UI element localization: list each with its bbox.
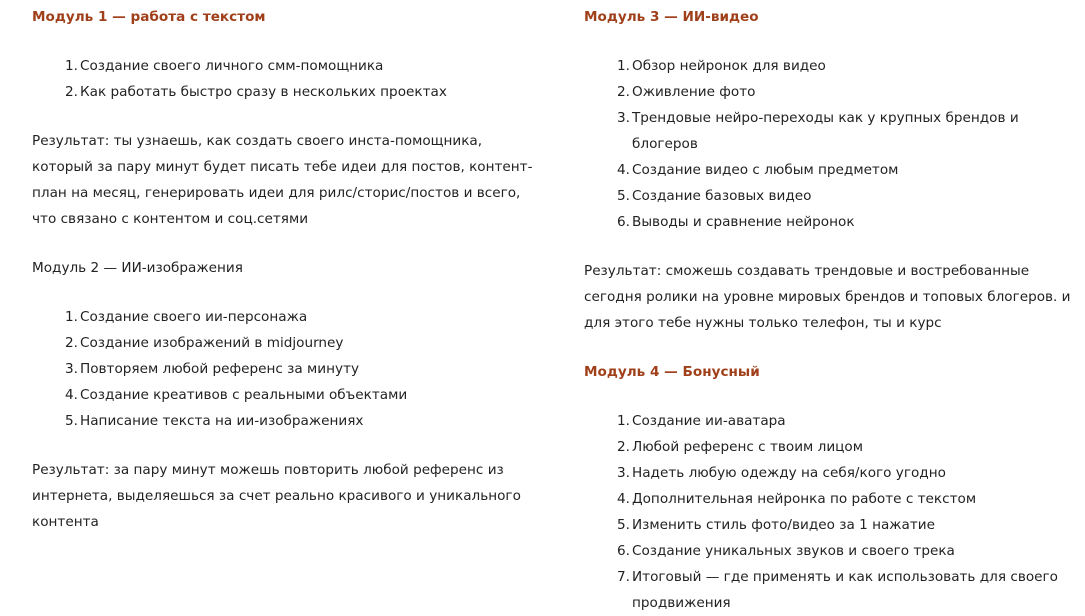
list-item: 4. Дополнительная нейронка по работе с текстом (617, 491, 977, 507)
list-item: 2. Создание изображений в midjourney (65, 335, 344, 351)
list-item: 2. Как работать быстро сразу в нескольких проектах (65, 84, 447, 100)
list-item: 5. Написание текста на ии-изображениях (65, 413, 364, 429)
list-item: 3. Трендовые нейро-переходы как у крупных брендов и блогеров (617, 110, 1019, 152)
list-item: 2. Оживление фото (617, 84, 756, 100)
list-item: 5. Изменить стиль фото/видео за 1 нажатие (617, 517, 935, 533)
list-item: 6. Создание уникальных звуков и своего трека (617, 543, 955, 559)
module-2-result: Результат: за пару минут можешь повторить любой референс из интернета, выделяешься за счет реально красивого и уникального контента (32, 462, 521, 530)
module-2-list (32, 304, 542, 434)
list-item: 3. Повторяем любой референс за минуту (65, 361, 360, 377)
right-column (584, 4, 1079, 616)
module-3-result: Результат: сможешь создавать трендовые и востребованные сегодня ролики на уровне мировых брендов и топовых блогеров. и для этого тебе нужны только телефон, ты и курс (584, 263, 1071, 331)
list-item: 1. Создание ии-аватара (617, 413, 786, 429)
module-2-title: Модуль 2 — ИИ-изображения (32, 260, 243, 276)
module-4-title: Модуль 4 — Бонусный (584, 364, 760, 380)
module-1-list (32, 53, 542, 105)
list-item: 2. Любой референс с твоим лицом (617, 439, 863, 455)
list-item: 5. Создание базовых видео (617, 188, 812, 204)
list-item: 4. Создание креативов с реальными объектами (65, 387, 408, 403)
list-item: 3. Надеть любую одежду на себя/кого угодно (617, 465, 946, 481)
list-item: 7. Итоговый — где применять и как использовать для своего продвижения (617, 569, 1058, 611)
module-3-list (584, 53, 1079, 235)
list-item: 1. Создание своего личного смм-помощника (65, 58, 384, 74)
list-item: 4. Создание видео с любым предметом (617, 162, 899, 178)
module-1-title: Модуль 1 — работа с текстом (32, 9, 266, 25)
module-4-list (584, 408, 1079, 616)
list-item: 1. Обзор нейронок для видео (617, 58, 826, 74)
module-1-result: Результат: ты узнаешь, как создать своего инста-помощника, который за пару минут будет писать тебе идеи для постов, контент-план на месяц, генерировать идеи для рилс/сторис/постов и всего, что связано с контентом и соц.сетями (32, 133, 533, 227)
left-column (32, 4, 542, 535)
list-item: 1. Создание своего ии-персонажа (65, 309, 308, 325)
module-3-title: Модуль 3 — ИИ-видео (584, 9, 759, 25)
list-item: 6. Выводы и сравнение нейронок (617, 214, 855, 230)
